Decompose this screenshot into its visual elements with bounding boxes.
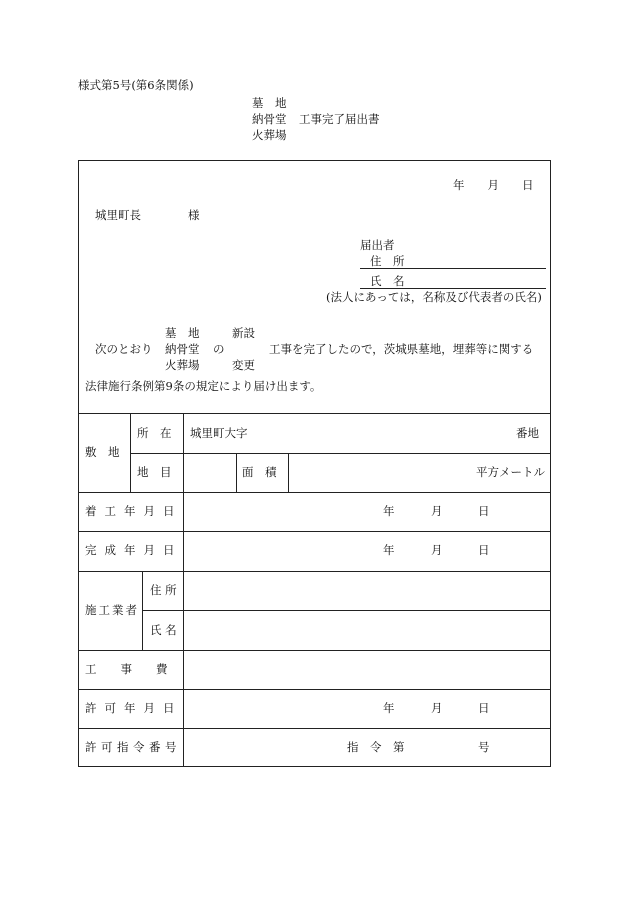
contractor-address-label: 住 所 (150, 583, 177, 597)
notifier-name-label: 氏 名 (370, 274, 405, 288)
statement-type-ossuary: 納骨堂 (165, 342, 200, 356)
table-line (78, 650, 551, 651)
statement-text-1: 工事を完了したので，茨城県墓地，埋葬等に関する (269, 342, 534, 356)
completion-date-label: 完成年月日 (85, 543, 183, 557)
completion-month: 月 (431, 543, 443, 557)
location-value[interactable]: 城里町大字 (190, 426, 248, 440)
table-line (183, 413, 184, 767)
table-line (130, 453, 551, 454)
number-suffix: 号 (478, 740, 490, 754)
table-line (78, 413, 551, 414)
table-line (78, 531, 551, 532)
table-line (78, 728, 551, 729)
area-unit: 平方メートル (476, 465, 545, 479)
table-line (288, 453, 289, 492)
form-number: 様式第5号(第6条関係) (78, 78, 194, 92)
honorific: 様 (188, 208, 200, 222)
contractor-label: 施工業者 (85, 603, 139, 617)
permit-date-label: 許可年月日 (85, 701, 183, 715)
title-type-cemetery: 墓 地 (252, 96, 287, 110)
table-line (142, 571, 143, 650)
start-date-label: 着工年月日 (85, 504, 183, 518)
table-line (78, 492, 551, 493)
directive-label: 指 令 第 (347, 740, 405, 754)
table-line (142, 610, 551, 611)
permit-number-label: 許可指令番号 (85, 740, 181, 754)
corporation-note: (法人にあっては，名称及び代表者の氏名) (326, 290, 542, 304)
title-type-crematorium: 火葬場 (252, 128, 287, 142)
statement-type-cemetery: 墓 地 (165, 326, 200, 340)
notifier-address-field[interactable] (360, 268, 546, 269)
document-title: 工事完了届出書 (299, 112, 380, 126)
completion-year: 年 (383, 543, 395, 557)
permit-month: 月 (431, 701, 443, 715)
permit-day: 日 (478, 701, 490, 715)
site-label: 敷 地 (85, 445, 120, 459)
date-field[interactable]: 年 月 日 (453, 178, 534, 192)
notifier-label: 届出者 (360, 238, 395, 252)
table-line (78, 689, 551, 690)
statement-action-new: 新設 (232, 326, 255, 340)
statement-prefix: 次のとおり (95, 342, 153, 356)
addressee: 城里町長 (95, 208, 141, 222)
start-month: 月 (431, 504, 443, 518)
location-label: 所 在 (137, 426, 172, 440)
table-line (78, 571, 551, 572)
notifier-name-field[interactable] (360, 288, 546, 289)
cost-label: 工事費 (85, 662, 192, 676)
start-day: 日 (478, 504, 490, 518)
statement-action-change: 変更 (232, 358, 255, 372)
table-line (236, 453, 237, 492)
statement-text-2: 法律施行条例第9条の規定により届け出ます。 (85, 379, 322, 393)
table-line (130, 413, 131, 492)
area-label: 面 積 (242, 465, 277, 479)
completion-day: 日 (478, 543, 490, 557)
land-category-label: 地 目 (137, 465, 172, 479)
lot-suffix: 番地 (516, 426, 539, 440)
title-type-ossuary: 納骨堂 (252, 112, 287, 126)
start-year: 年 (383, 504, 395, 518)
notifier-address-label: 住 所 (370, 254, 405, 268)
contractor-name-label: 氏 名 (150, 623, 177, 637)
statement-no: の (213, 342, 225, 356)
statement-type-crematorium: 火葬場 (165, 358, 200, 372)
permit-year: 年 (383, 701, 395, 715)
